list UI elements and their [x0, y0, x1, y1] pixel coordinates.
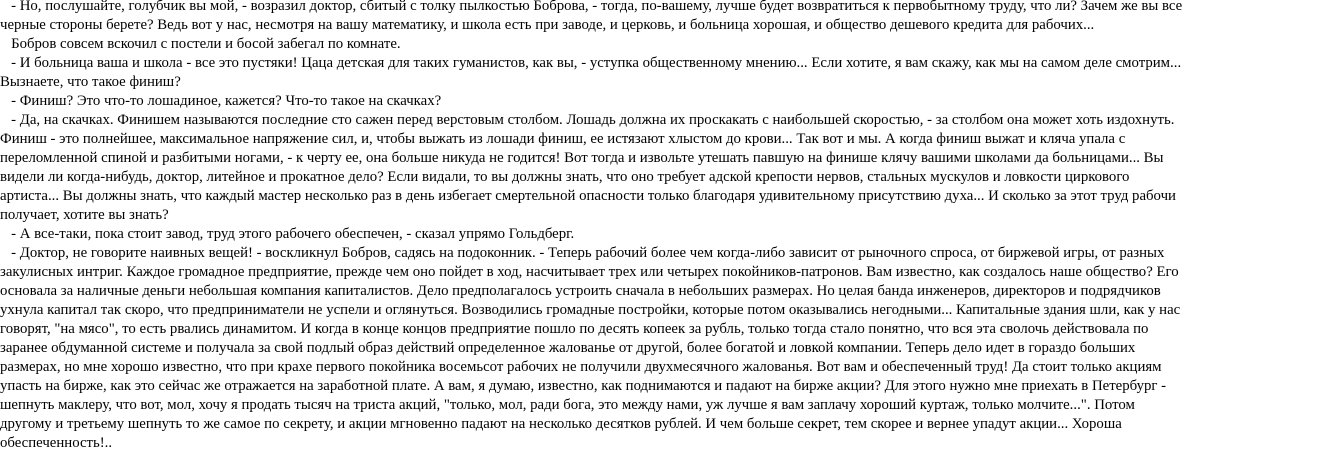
text-line: шепнуть маклеру, что вот, мол, хочу я продать тысяч на триста акций, "только, мол, ради бога, это между нами, уж лучше я вам заплачу хороший куртаж, только молчите...". Потом — [0, 397, 1135, 413]
text-line: обеспеченность!.. — [0, 435, 113, 451]
text-line: - И больница ваша и школа - все это пустяки! Цаца детская для таких гуманистов, как вы, - уступка общественному мнению... Если хотите, я вам скажу, как мы на самом деле смотрим... — [0, 55, 1182, 71]
text-line: артиста... Вы должны знать, что каждый мастер несколько раз в день избегает смертельной опасности только благодаря удивительному присутствию духа... И сколько за этот труд рабочи — [0, 188, 1176, 204]
text-line: переломленной спиной и разбитыми ногами, - к черту ее, она больше никуда не годится! Вот тогда и извольте утешать павшую на финише клячу вашими школами да больницами... Вы — [0, 150, 1164, 166]
text-line: размерах, но мне хорошо известно, что при крахе первого покойника восемьсот рабочих не получили двухмесячного жалованья. Вот вам и обеспеченный труд! Да стоит только акциям — [0, 359, 1162, 375]
text-line: - Но, послушайте, голубчик вы мой, - возразил доктор, сбитый с толку пылкостью Боброва, - тогда, по-вашему, лучше будет возвратиться к первобытному труду, что ли? Зачем же вы все — [0, 0, 1183, 14]
text-line: Финиш - это полнейшее, максимальное напряжение сил, и, чтобы выжать из лошади финиш, ее истязают хлыстом до крови... Так вот и мы. А когда финиш выжат и кляча упала с — [0, 131, 1126, 147]
text-line: другому и третьему шепнуть то же самое по секрету, и акции мгновенно падают на несколько десятков рублей. И чем больше секрет, тем скорее и вернее упадут акции... Хороша — [0, 416, 1122, 432]
text-line: видели ли когда-нибудь, доктор, литейное и прокатное дело? Если видали, то вы должны знать, что оно требует адской крепости нервов, стальных мускулов и ловкости циркового — [0, 169, 1130, 185]
text-line: получает, хотите вы знать? — [0, 207, 169, 223]
text-line: основала за наличные деньги небольшая компания капиталистов. Дело предполагалось устроить сначала в небольших размерах. Но целая банда инженеров, директоров и подрядчиков — [0, 283, 1161, 299]
text-line: закулисных интриг. Каждое громадное предприятие, прежде чем оно пойдет в ход, насчитывает трех или четырех покойников-патронов. Вам известно, как создалось наше общество? Его — [0, 264, 1179, 280]
text-line: Бобров совсем вскочил с постели и босой забегал по комнате. — [0, 36, 401, 52]
text-line: ухнула капитал так скоро, что предприниматели не успели и оглянуться. Возводились громадные постройки, которые потом оказывались негодными... Капитальные здания шли, как у нас — [0, 302, 1181, 318]
text-line: черные стороны берете? Ведь вот у нас, несмотря на вашу математику, и школа есть при заводе, и церковь, и больница хорошая, и общество дешевого кредита для рабочих... — [0, 17, 1095, 33]
text-line: - А все-таки, пока стоит завод, труд этого рабочего обеспечен, - сказал упрямо Гольдберг. — [0, 226, 575, 242]
text-line: - Доктор, не говорите наивных вещей! - воскликнул Бобров, садясь на подоконник. - Теперь рабочий более чем когда-либо зависит от рыночного спроса, от биржевой игры, от разных — [0, 245, 1165, 261]
text-line: говорят, "на мясо", то есть рвались динамитом. И когда в конце концов предприятие пошло по десять копеек за рубль, только тогда стало понятно, что вся эта сволочь действовала по — [0, 321, 1149, 337]
text-line: Вызнаете, что такое финиш? — [0, 74, 181, 90]
text-line: - Финиш? Это что-то лошадиное, кажется? Что-то такое на скачках? — [0, 93, 442, 109]
text-line: упасть на бирже, как это сейчас же отражается на заработной плате. А вам, я думаю, известно, как поднимаются и падают на бирже акции? Для этого нужно мне приехать в Петербург - — [0, 378, 1167, 394]
text-line: заранее обдуманной системе и получала за свой подлый образ действий определенное жалованье от другой, более богатой и ловкой компании. Теперь дело идет в гораздо больших — [0, 340, 1136, 356]
text-line: - Да, на скачках. Финишем называются последние сто сажен перед верстовым столбом. Лошадь должна их проскакать с наибольшей скоростью, - за столбом она может хоть издохнуть. — [0, 112, 1175, 128]
